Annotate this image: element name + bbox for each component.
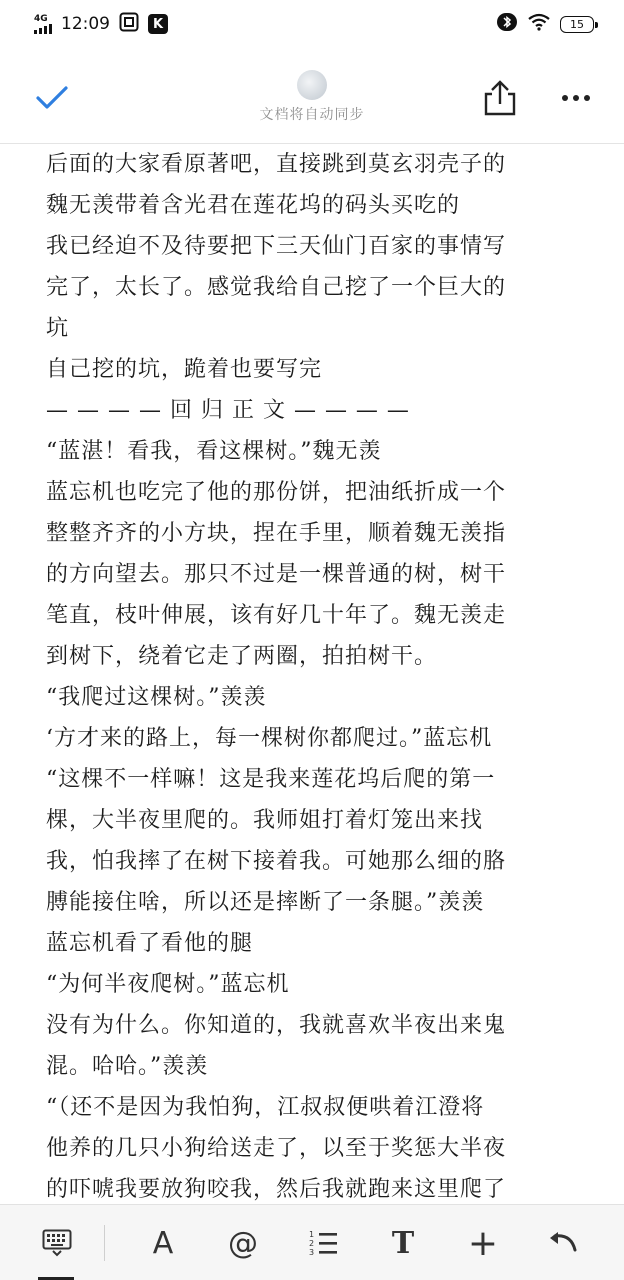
text-format-button[interactable]: [378, 1219, 428, 1267]
document-line: 到树下，绕着它走了两圈，拍拍树干。: [46, 644, 438, 669]
network-type: 4G: [34, 13, 48, 24]
document-line: “为何半夜爬树。”蓝忘机: [46, 972, 290, 997]
document-line: 没有为什么。你知道的，我就喜欢半夜出来鬼: [46, 1013, 507, 1038]
insert-button[interactable]: [458, 1219, 508, 1267]
document-line: “我爬过这棵树。”羡羡: [46, 685, 267, 710]
document-line: 的方向望去。那只不过是一棵普通的树，树干: [46, 562, 507, 587]
plus-icon: +: [467, 1222, 499, 1264]
document-line: 我已经迫不及待要把下三天仙门百家的事情写: [46, 234, 507, 259]
document-line: 笔直，枝叶伸展，该有好几十年了。魏无羡走: [46, 603, 507, 628]
keyboard-toggle-button[interactable]: [32, 1219, 82, 1267]
document-line: ‘方才来的路上，每一棵树你都爬过。”蓝忘机: [46, 726, 493, 751]
document-line: 蓝忘机也吃完了他的那份饼，把油纸折成一个: [46, 480, 507, 505]
sync-status-text: 文档将自动同步: [259, 107, 365, 123]
user-avatar: [297, 70, 327, 100]
document-line: — — — — 回 归 正 文 — — — —: [46, 398, 410, 423]
document-line: 完了，太长了。感觉我给自己挖了一个巨大的: [46, 275, 507, 300]
document-body[interactable]: [0, 144, 624, 1204]
screenshot-notification-icon: [119, 12, 139, 37]
undo-button[interactable]: [538, 1219, 588, 1267]
share-button[interactable]: [478, 76, 522, 120]
numbered-list-icon: [308, 1229, 338, 1257]
sync-indicator: [212, 70, 412, 124]
document-line: 坑: [46, 316, 70, 341]
svg-text:3: 3: [309, 1248, 315, 1257]
share-icon: [483, 80, 517, 116]
svg-text:2: 2: [309, 1239, 315, 1248]
numbered-list-button[interactable]: [298, 1219, 348, 1267]
document-line: “蓝湛！看我，看这棵树。”魏无羡: [46, 439, 382, 464]
font-style-button[interactable]: [138, 1219, 188, 1267]
mention-button[interactable]: [218, 1219, 268, 1267]
battery-icon: [560, 16, 594, 33]
more-dots-icon: [561, 94, 591, 102]
keyboard-icon: [42, 1229, 72, 1257]
clock: 12:09: [61, 14, 110, 34]
svg-text:1: 1: [309, 1230, 315, 1239]
toolbar-divider: [104, 1225, 105, 1261]
format-toolbar: [0, 1204, 624, 1280]
more-options-button[interactable]: [556, 76, 596, 120]
document-line: 蓝忘机看了看他的腿: [46, 931, 254, 956]
document-line: 自己挖的坑，跪着也要写完: [46, 357, 323, 382]
document-line: 整整齐齐的小方块，捏在手里，顺着魏无羡指: [46, 521, 507, 546]
done-button[interactable]: [30, 76, 74, 120]
document-line: 混。哈哈。”羡羡: [46, 1054, 209, 1079]
document-line: 的吓唬我要放狗咬我，然后我就跑来这里爬了: [46, 1177, 507, 1202]
k-app-notification-icon: K: [148, 14, 168, 34]
document-line: 我，怕我摔了在树下接着我。可她那么细的胳: [46, 849, 507, 874]
bluetooth-icon: [496, 12, 518, 37]
document-line: 棵，大半夜里爬的。我师姐打着灯笼出来找: [46, 808, 484, 833]
mention-icon: @: [228, 1225, 258, 1261]
font-style-icon: A: [152, 1225, 174, 1261]
undo-icon: [547, 1230, 579, 1256]
text-format-icon: T: [391, 1225, 415, 1261]
status-bar-right: [496, 12, 594, 37]
editor-toolbar: [0, 48, 624, 144]
status-bar: [0, 0, 624, 48]
cellular-signal-icon: [34, 15, 52, 34]
document-line: 后面的大家看原著吧，直接跳到莫玄羽壳子的: [46, 152, 507, 177]
document-line: 膊能接住啥，所以还是摔断了一条腿。”羡羡: [46, 890, 485, 915]
checkmark-icon: [35, 85, 69, 111]
wifi-icon: [527, 13, 551, 36]
document-line: “（还不是因为我怕狗，江叔叔便哄着江澄将: [46, 1095, 485, 1120]
document-line: 他养的几只小狗给送走了，以至于奖惩大半夜: [46, 1136, 507, 1161]
battery-level: 15: [570, 17, 584, 31]
status-bar-left: [34, 12, 168, 37]
document-line: “这棵不一样嘛！这是我来莲花坞后爬的第一: [46, 767, 496, 792]
document-line: 魏无羡带着含光君在莲花坞的码头买吃的: [46, 193, 461, 218]
